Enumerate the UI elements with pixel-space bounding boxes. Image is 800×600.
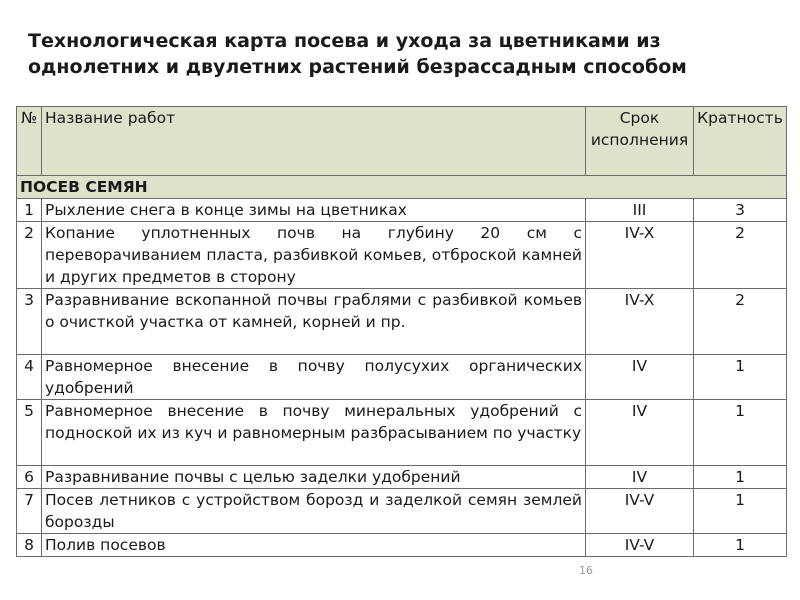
table-row [17, 400, 787, 466]
header-term: Срок исполнения [586, 107, 694, 176]
section-row [17, 176, 787, 199]
table-row [17, 199, 787, 222]
row-num: 4 [17, 355, 42, 400]
row-term: IV-X [586, 222, 694, 289]
table-row [17, 289, 787, 355]
row-name: Рыхление снега в конце зимы на цветниках [42, 199, 586, 222]
row-num: 7 [17, 489, 42, 534]
tech-map-table [16, 106, 787, 557]
table-row [17, 466, 787, 489]
row-term: IV-V [586, 489, 694, 534]
row-count: 1 [694, 400, 787, 466]
row-name: Полив посевов [42, 534, 586, 557]
row-count: 1 [694, 489, 787, 534]
row-count: 1 [694, 466, 787, 489]
row-count: 3 [694, 199, 787, 222]
row-term: IV-V [586, 534, 694, 557]
row-count: 1 [694, 355, 787, 400]
row-num: 8 [17, 534, 42, 557]
header-count: Кратность [694, 107, 787, 176]
table-row [17, 355, 787, 400]
section-title: ПОСЕВ СЕМЯН [17, 176, 787, 199]
row-term: III [586, 199, 694, 222]
header-num: № [17, 107, 42, 176]
row-name: Равномерное внесение в почву полусухих органических удобрений [42, 355, 586, 400]
table-row [17, 534, 787, 557]
row-name: Посев летников с устройством борозд и заделкой семян землей борозды [42, 489, 586, 534]
row-num: 6 [17, 466, 42, 489]
row-term: IV [586, 400, 694, 466]
table-row [17, 222, 787, 289]
row-name: Разравнивание вскопанной почвы граблями с разбивкой комьев о очисткой участка от камней, корней и пр. [42, 289, 586, 355]
document-title [28, 28, 788, 80]
row-term: IV-X [586, 289, 694, 355]
header-name: Название работ [42, 107, 586, 176]
row-name: Разравнивание почвы с целью заделки удобрений [42, 466, 586, 489]
table-header-row [17, 107, 787, 176]
row-count: 2 [694, 222, 787, 289]
row-num: 2 [17, 222, 42, 289]
row-num: 5 [17, 400, 42, 466]
row-num: 1 [17, 199, 42, 222]
row-num: 3 [17, 289, 42, 355]
table-row [17, 489, 787, 534]
row-count: 1 [694, 534, 787, 557]
title-line-2: однолетних и двулетних растений безрассадным способом [28, 56, 687, 78]
row-term: IV [586, 466, 694, 489]
row-name: Копание уплотненных почв на глубину 20 см с переворачиванием пласта, разбивкой комьев, отброской камней и других предметов в сторону [42, 222, 586, 289]
row-term: IV [586, 355, 694, 400]
title-line-1: Технологическая карта посева и ухода за цветниками из [28, 30, 661, 52]
row-count: 2 [694, 289, 787, 355]
row-name: Равномерное внесение в почву минеральных удобрений с подноской их из куч и равномерным разбрасыванием по участку [42, 400, 586, 466]
page-number: 16 [579, 564, 593, 577]
